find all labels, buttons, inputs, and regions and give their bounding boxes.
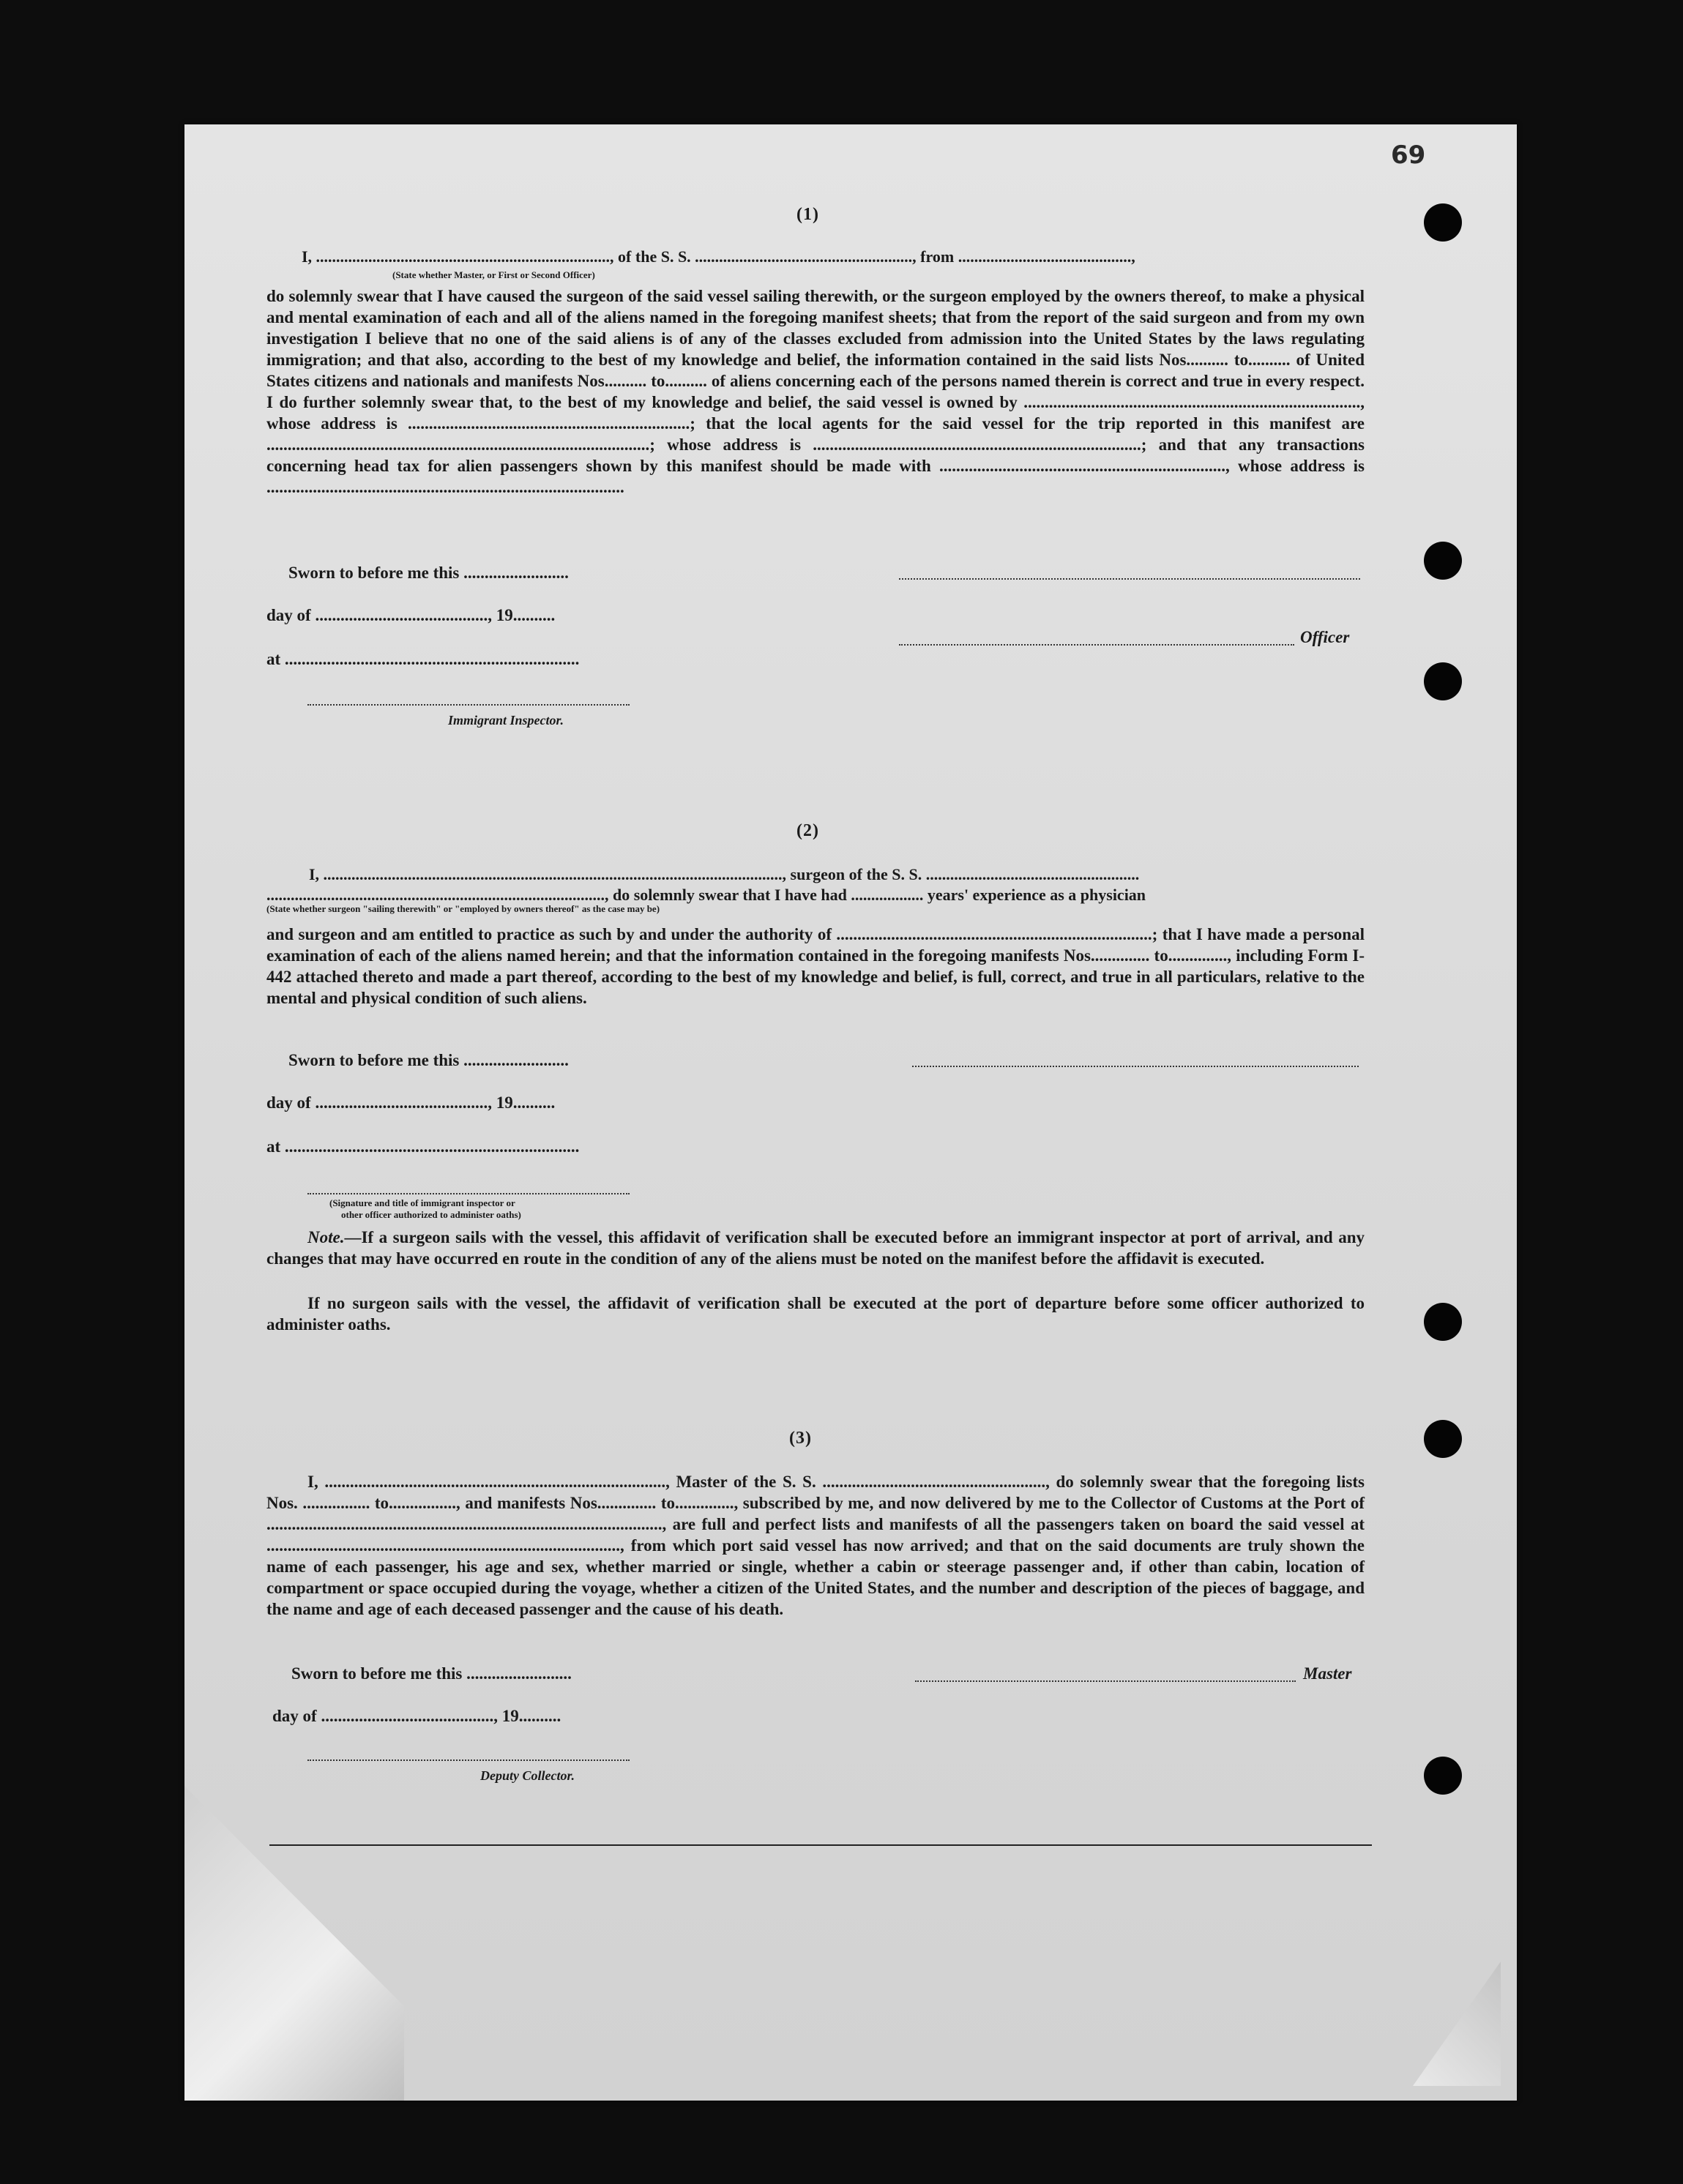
collector-signature-line [307,1759,630,1761]
section-1-caption: (State whether Master, or First or Second Officer) [392,269,595,280]
section-1-heading: (1) [796,205,819,224]
signature-caption-2: other officer authorized to administer oaths) [341,1209,521,1220]
section-3-day-of: day of ........................................., 19.......... [272,1707,561,1725]
collector-label: Deputy Collector. [480,1768,575,1783]
section-1-at: at ...................................................................... [266,650,580,668]
surgeon-signature-line [912,1066,1359,1067]
punch-hole [1424,1420,1462,1458]
punch-hole [1424,203,1462,242]
officer-signature-line [899,578,1360,580]
note-2-paragraph: If no surgeon sails with the vessel, the affidavit of verification shall be executed at the port of departure before some officer authorized to administer oaths. [266,1294,1365,1334]
note-text: —If a surgeon sails with the vessel, this affidavit of verification shall be executed before an immigrant inspector at port of arrival, and any changes that may have occurred en route in the condition of any of the aliens must be noted on the manifest before the affidavit is executed. [266,1228,1365,1268]
section-1-first-line: I, ........................................................................., of the S. S. ......................................................, from ..........................................., [302,247,1135,266]
punch-hole [1424,662,1462,700]
punch-hole [1424,542,1462,580]
master-signature-line [915,1680,1296,1682]
note-paragraph [266,1227,1365,1269]
section-2-second-line: ...................................................................................., do solemnly swear that I have had .................. years' experience as a physician [266,886,1146,904]
section-3-sworn: Sworn to before me this ......................... [291,1664,572,1683]
inspector-label: Immigrant Inspector. [448,713,564,728]
bottom-rule [269,1844,1372,1846]
section-2-sworn: Sworn to before me this ......................... [288,1051,569,1069]
punch-hole [1424,1303,1462,1341]
section-1-sworn: Sworn to before me this ......................... [288,564,569,582]
signature-caption: (Signature and title of immigrant inspector or [329,1197,515,1208]
page-number: 69 [1391,141,1426,170]
section-1-day-of: day of ........................................., 19.......... [266,606,556,624]
section-2-first-line: I, .................................................................................................................., surgeon of the S. S. ..................................................... [309,865,1140,883]
section-1-oath-text: do solemnly swear that I have caused the surgeon of the said vessel sailing therewith, or the surgeon employed by the owners thereof, to make a physical and mental examination of each and all of the aliens named in the foregoing manifest sheets; that from the report of the said surgeon and from my own investigation I believe that no one of the said aliens is of any of the classes excluded from admission into the United States by the laws regulating immigration; and that also, according to the best of my knowledge and belief, the information contained in the said lists Nos.......... to.......... of United States citizens and nationals and manifests Nos.......... to.......... of aliens concerning each of the persons named therein is correct and true in every respect. I do further solemnly swear that, to the best of my knowledge and belief, the said vessel is owned by ................................................................................, whose address is ...................................................................; that the local agents for the said vessel for the trip reported in this manifest are ...........................................................................................; whose address is ..............................................................................; and that any transactions concerning head tax for alien passengers shown by this manifest should be made with ...................................................................., whose address is ..................................................................................... [266,287,1365,496]
section-2-oath-text: and surgeon and am entitled to practice as such by and under the authority of ...........................................................................; that I have made a personal examination of each of the aliens named herein; and that the information contained in the foregoing manifests Nos.............. to.............., including Form I-442 attached thereto and made a part thereof, according to the best of my knowledge and belief, is full, correct, and true in all particulars, relative to the mental and physical condition of such aliens. [266,925,1365,1007]
section-3-oath-text: I, ................................................................................., Master of the S. S. ....................................................., do solemnly swear that the foregoing lists Nos. ................ to................, and manifests Nos.............. to.............., subscribed by me, and now delivered by me to the Collector of Customs at the Port of .............................................................................................., are full and perfect lists and manifests of all the passengers taken on board the said vessel at ...................................................................................., from which port said vessel has now arrived; and that on the said documents are truly shown the name of each passenger, his age and sex, whether married or single, whether a cabin or steerage passenger and, if other than cabin, location of compartment or space occupied during the voyage, whether a citizen of the United States, and the number and description of the pieces of baggage, and the name and age of each deceased passenger and the cause of his death. [266,1473,1365,1618]
section-2-at: at ...................................................................... [266,1137,580,1156]
oath-officer-signature-line [307,1193,630,1194]
inspector-signature-line [307,704,630,706]
punch-hole [1424,1757,1462,1795]
note-label: Note. [307,1228,345,1246]
section-2-caption: (State whether surgeon "sailing therewith" or "employed by owners thereof" as the case may be) [266,903,660,914]
master-label: Master [1303,1664,1352,1683]
section-3-heading: (3) [789,1429,812,1448]
officer-title-line [899,644,1294,646]
officer-label: Officer [1300,628,1350,646]
section-2-day-of: day of ........................................., 19.......... [266,1093,556,1112]
section-2-heading: (2) [796,821,819,840]
